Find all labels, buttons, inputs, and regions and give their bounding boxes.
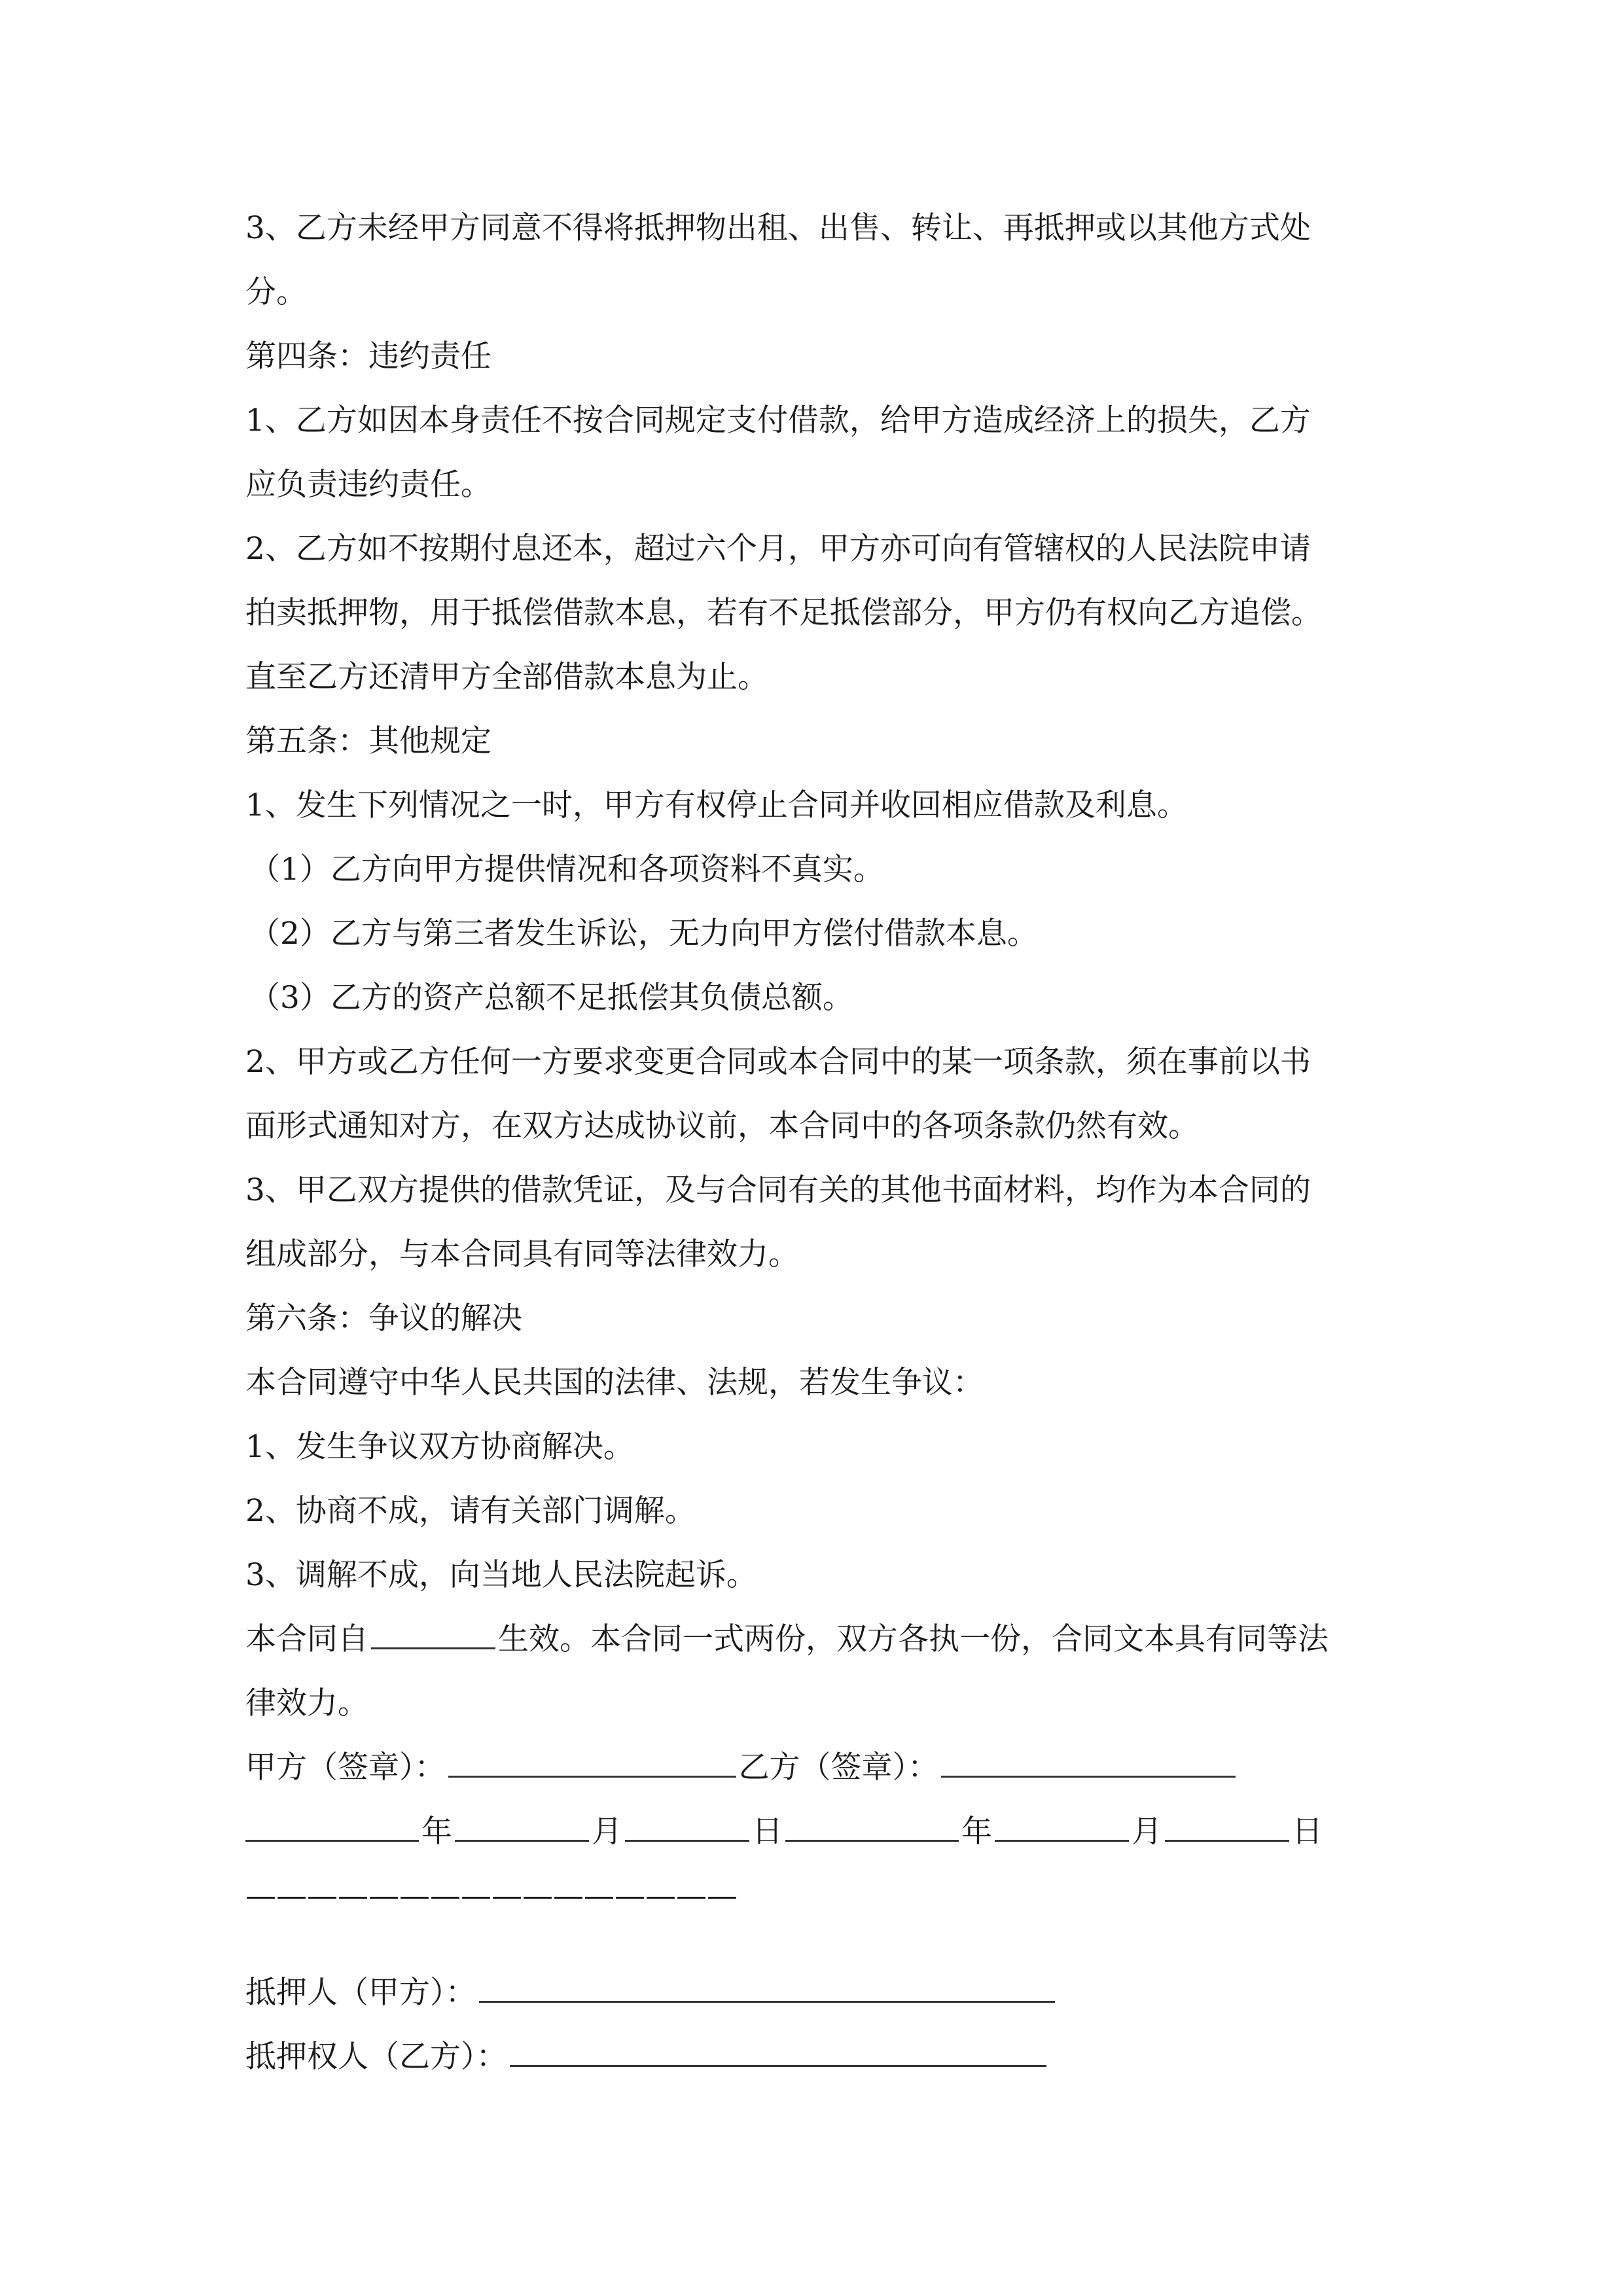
clause-6-3: 3、调解不成，向当地人民法院起诉。 <box>245 1557 757 1593</box>
mortgagee-label: 抵押权人（乙方）： <box>245 2039 507 2075</box>
clause-5-1-item-2: （2）乙方与第三者发生诉讼，无力向甲方偿付借款本息。 <box>249 916 1038 952</box>
month-label-b: 月 <box>1132 1814 1162 1850</box>
clause-6-2: 2、协商不成，请有关部门调解。 <box>245 1493 696 1529</box>
document-page <box>245 196 1397 2089</box>
party-b-day-field[interactable] <box>1165 1814 1289 1842</box>
mortgagor-row <box>245 1961 1397 2025</box>
party-b-label: 乙方（签章）： <box>738 1749 938 1785</box>
mortgagor-label: 抵押人（甲方）： <box>245 1975 476 2011</box>
effective-suffix: 生效。本合同一式两份，双方各执一份，合同文本具有同等法 <box>498 1621 1329 1657</box>
effective-date-field[interactable] <box>371 1621 495 1649</box>
clause-3-3-line-2: 分。 <box>245 274 307 310</box>
article-5-title: 第五条：其他规定 <box>245 723 491 759</box>
party-a-signature-field[interactable] <box>448 1749 736 1778</box>
year-label-a: 年 <box>421 1814 452 1850</box>
article-6-title: 第六条：争议的解决 <box>245 1300 522 1336</box>
party-a-year-field[interactable] <box>245 1814 419 1842</box>
clause-4-2-line-2: 拍卖抵押物，用于抵偿借款本息，若有不足抵偿部分，甲方仍有权向乙方追偿。 <box>245 595 1322 631</box>
party-a-day-field[interactable] <box>625 1814 749 1842</box>
clause-4-2-line-3: 直至乙方还清甲方全部借款本息为止。 <box>245 659 768 695</box>
clause-3-3-line-1: 3、乙方未经甲方同意不得将抵押物出租、出售、转让、再抵押或以其他方式处 <box>245 210 1311 246</box>
date-row <box>245 1800 1397 1864</box>
party-b-month-field[interactable] <box>995 1814 1129 1842</box>
effective-prefix: 本合同自 <box>245 1621 368 1657</box>
clause-6-1: 1、发生争议双方协商解决。 <box>245 1429 634 1465</box>
clause-6-intro: 本合同遵守中华人民共国的法律、法规，若发生争议： <box>245 1365 984 1401</box>
year-label-b: 年 <box>961 1814 992 1850</box>
clause-5-2-line-1: 2、甲方或乙方任何一方要求变更合同或本合同中的某一项条款，须在事前以书 <box>245 1044 1311 1080</box>
clause-5-1: 1、发生下列情况之一时，甲方有权停止合同并收回相应借款及利息。 <box>245 787 1188 823</box>
clause-4-1-line-1: 1、乙方如因本身责任不按合同规定支付借款，给甲方造成经济上的损失，乙方 <box>245 403 1311 439</box>
effective-clause-line-1 <box>245 1607 1397 1672</box>
party-signature-row <box>245 1736 1397 1800</box>
clause-5-2-line-2: 面形式通知对方，在双方达成协议前，本合同中的各项条款仍然有效。 <box>245 1108 1199 1144</box>
separator-dash-rule: ———————————————— <box>245 1878 738 1914</box>
clause-4-1-line-2: 应负责违约责任。 <box>245 467 491 503</box>
clause-5-1-item-1: （1）乙方向甲方提供情况和各项资料不真实。 <box>249 852 884 888</box>
mortgagor-signature-field[interactable] <box>479 1975 1055 2003</box>
clause-5-3-line-2: 组成部分，与本合同具有同等法律效力。 <box>245 1236 799 1272</box>
month-label-a: 月 <box>592 1814 622 1850</box>
mortgagee-row <box>245 2025 1397 2089</box>
clause-5-3-line-1: 3、甲乙双方提供的借款凭证，及与合同有关的其他书面材料，均作为本合同的 <box>245 1172 1311 1208</box>
effective-clause-line-2: 律效力。 <box>245 1685 368 1721</box>
party-b-year-field[interactable] <box>785 1814 959 1842</box>
clause-4-2-line-1: 2、乙方如不按期付息还本，超过六个月，甲方亦可向有管辖权的人民法院申请 <box>245 531 1311 567</box>
clause-5-1-item-3: （3）乙方的资产总额不足抵偿其负债总额。 <box>249 980 853 1016</box>
day-label-a: 日 <box>752 1814 783 1850</box>
party-a-label: 甲方（签章）： <box>245 1749 446 1785</box>
party-b-signature-field[interactable] <box>941 1749 1236 1778</box>
party-a-month-field[interactable] <box>455 1814 589 1842</box>
mortgagee-signature-field[interactable] <box>510 2039 1046 2067</box>
spacer <box>245 1928 1397 1961</box>
article-4-title: 第四条：违约责任 <box>245 338 491 374</box>
day-label-b: 日 <box>1292 1814 1323 1850</box>
